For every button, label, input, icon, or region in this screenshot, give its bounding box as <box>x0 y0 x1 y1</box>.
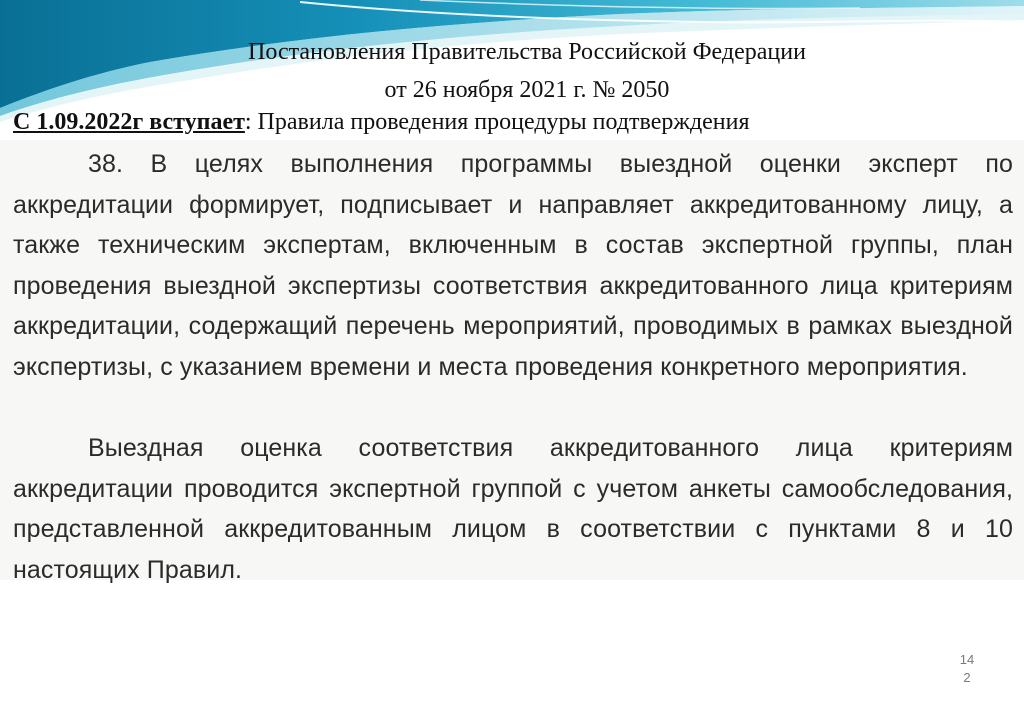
page-number <box>955 651 979 687</box>
effective-date-heading <box>13 107 750 137</box>
title-line-1: Постановления Правительства Российской Федерации <box>248 39 806 65</box>
page-number-line-1: 14 <box>959 652 975 667</box>
slide-title <box>0 33 1024 109</box>
paragraph-field-assessment: Выездная оценка соответствия аккредитованного лица критериям аккредитации проводится экспертной группой с учетом анкеты самообследования, представленной аккредитованным лицом в соответствии с пунктами 8 и 10 настоящих Правил. <box>13 434 1013 584</box>
paragraph-38: 38. В целях выполнения программы выездной оценки эксперт по аккредитации формирует, подписывает и направляет аккредитованному лицу, а также техническим экспертам, включенным в состав экспертной группы, план проведения выездной экспертизы соответствия аккредитованного лица критериям аккредитации, содержащий перечень мероприятий, проводимых в рамках выездной экспертизы, с указанием времени и места проведения конкретного мероприятия. <box>13 150 1013 381</box>
title-line-2: от 26 ноября 2021 г. № 2050 <box>384 77 670 103</box>
page-number-line-2: 2 <box>963 670 971 685</box>
rules-title: : Правила проведения процедуры подтверждения <box>244 109 750 135</box>
effective-date-label: С 1.09.2022г вступает <box>13 109 245 135</box>
